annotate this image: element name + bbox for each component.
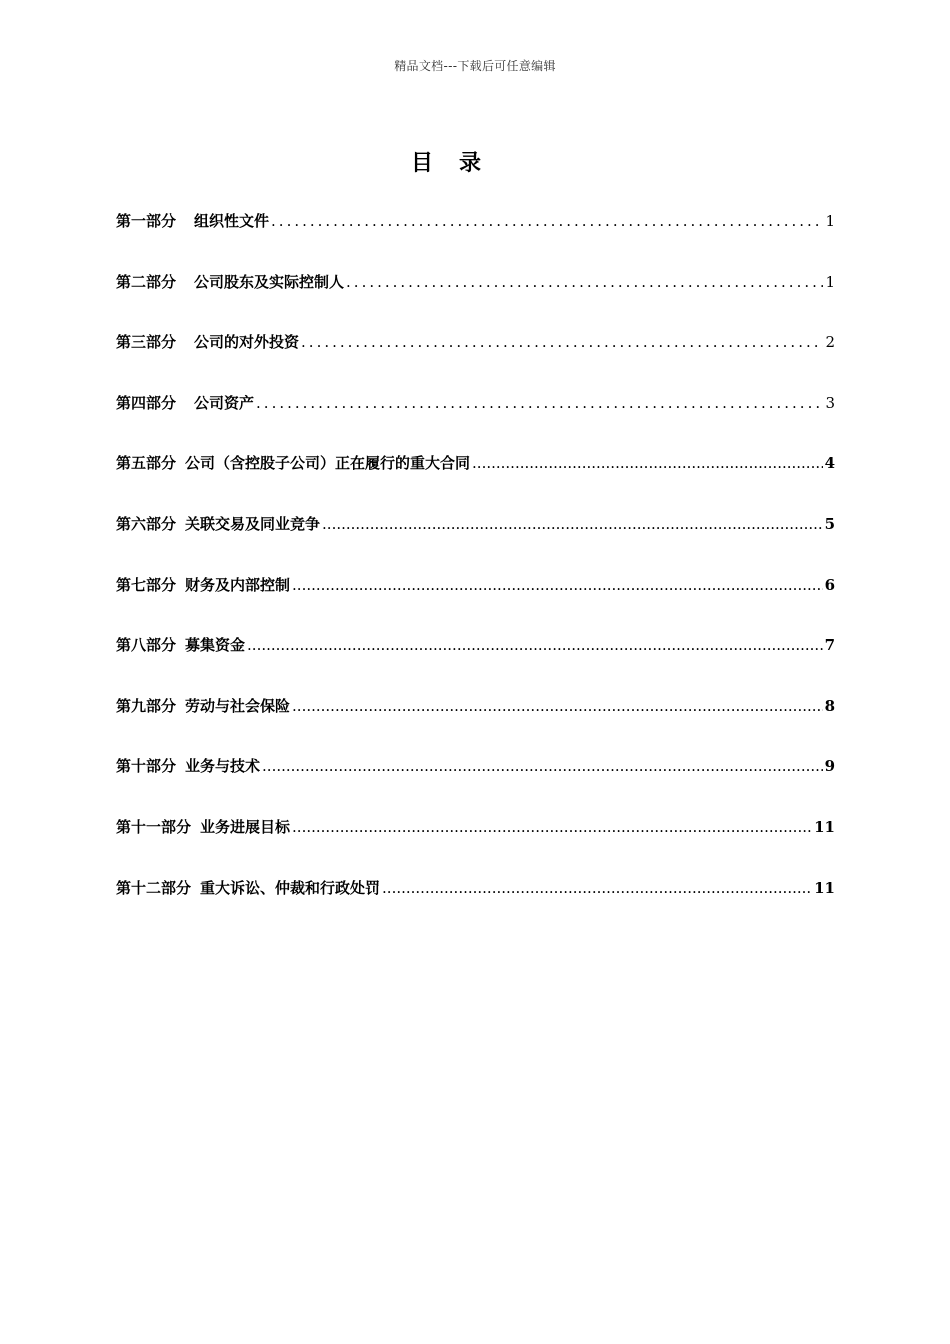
toc-entry-page: 2	[825, 333, 835, 352]
toc-entry-4[interactable]	[116, 392, 835, 453]
toc-entry-title: 公司资产	[194, 393, 255, 412]
toc-entry-1[interactable]	[116, 210, 835, 271]
toc-leader	[301, 333, 823, 351]
toc-title: 目录	[410, 150, 507, 176]
toc-entry-title: 公司的对外投资	[194, 333, 300, 352]
toc-leader	[292, 818, 812, 836]
toc-leader	[292, 576, 823, 594]
toc-entry-title: 重大诉讼、仲裁和行政处罚	[200, 878, 381, 897]
toc-entry-page: 6	[824, 575, 835, 594]
toc-entry-page: 1	[825, 272, 835, 291]
header-note: 精品文档---下载后可任意编辑	[394, 59, 556, 73]
toc-entry-part: 第四部分	[116, 393, 177, 412]
toc-entry-part: 第十一部分	[116, 817, 192, 836]
toc-entry-page: 7	[824, 636, 835, 655]
toc-leader	[382, 879, 812, 897]
toc-entry-page: 3	[825, 393, 835, 412]
toc-leader	[292, 697, 823, 715]
toc-entry-page: 1	[825, 212, 835, 230]
toc-entry-part: 第三部分	[116, 333, 177, 352]
toc-entry-page: 4	[824, 454, 835, 473]
toc-leader	[346, 273, 823, 291]
toc-entry-page: 11	[814, 817, 835, 836]
toc-entry-title: 财务及内部控制	[185, 575, 291, 594]
toc-entry-part: 第七部分	[116, 575, 177, 594]
toc-entry-part: 第一部分	[116, 212, 177, 230]
toc-leader	[247, 636, 823, 654]
toc-entry-title: 关联交易及同业竞争	[185, 514, 321, 533]
toc-entry-5[interactable]	[116, 452, 835, 513]
toc-entry-title: 组织性文件	[194, 212, 270, 230]
toc-entry-part: 第六部分	[116, 514, 177, 533]
toc-entry-title: 业务进展目标	[200, 817, 291, 836]
toc-entry-page: 5	[824, 514, 835, 533]
toc-leader	[262, 757, 823, 775]
toc-leader	[322, 515, 823, 533]
toc-entry-page: 9	[824, 757, 835, 776]
toc-entry-page: 11	[814, 878, 835, 897]
toc-entry-12[interactable]	[116, 877, 835, 938]
toc-entry-part: 第十二部分	[116, 878, 192, 897]
toc-entry-part: 第二部分	[116, 272, 177, 291]
toc-entry-page: 8	[824, 696, 835, 715]
toc-entry-2[interactable]	[116, 271, 835, 332]
toc-entry-title: 劳动与社会保险	[185, 696, 291, 715]
toc-entry-10[interactable]	[116, 755, 835, 816]
toc-leader	[472, 454, 823, 472]
toc-entry-part: 第八部分	[116, 636, 177, 655]
toc-entry-6[interactable]	[116, 513, 835, 574]
table-of-contents	[116, 210, 835, 937]
toc-entry-7[interactable]	[116, 574, 835, 635]
toc-entry-9[interactable]	[116, 695, 835, 756]
toc-entry-part: 第九部分	[116, 696, 177, 715]
toc-entry-11[interactable]	[116, 816, 835, 877]
toc-entry-3[interactable]	[116, 331, 835, 392]
toc-entry-title: 募集资金	[185, 636, 246, 655]
toc-entry-title: 公司（含控股子公司）正在履行的重大合同	[185, 454, 471, 473]
toc-entry-8[interactable]	[116, 634, 835, 695]
toc-entry-title: 业务与技术	[185, 757, 261, 776]
toc-leader	[256, 394, 823, 412]
toc-entry-title: 公司股东及实际控制人	[194, 272, 345, 291]
toc-entry-part: 第五部分	[116, 454, 177, 473]
toc-entry-part: 第十部分	[116, 757, 177, 776]
toc-leader	[271, 212, 823, 230]
